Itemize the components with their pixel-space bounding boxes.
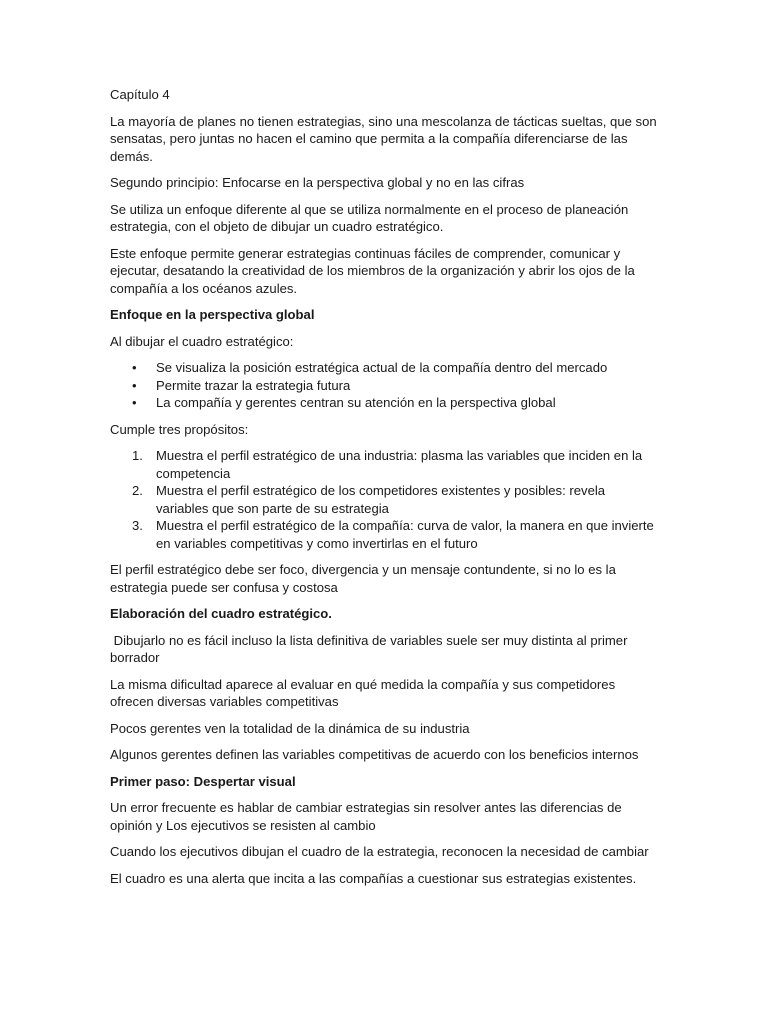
bullet-icon: • — [132, 395, 137, 410]
chapter-title: Capítulo 4 — [110, 87, 170, 102]
bullet-text: Permite trazar la estrategia futura — [156, 377, 351, 393]
drawing-intro: Al dibujar el cuadro estratégico: — [110, 333, 294, 349]
heading-first-step: Primer paso: Despertar visual — [110, 773, 296, 789]
difficulty-draw-paragraph: Dibujarlo no es fácil incluso la lista definitiva de variables suele ser muy distinta al primer borrador — [110, 632, 632, 665]
recognize-change-line: Cuando los ejecutivos dibujan el cuadro de la estrategia, reconocen la necesidad de cambiar — [110, 844, 649, 859]
item-text: Muestra el perfil estratégico de una industria: plasma las variables que inciden en la competencia — [156, 448, 643, 481]
heading-elaboration: Elaboración del cuadro estratégico. — [110, 606, 332, 621]
purposes-numbered-list — [110, 447, 658, 552]
principle-line: Segundo principio: Enfocarse en la perspectiva global y no en las cifras — [110, 175, 525, 190]
some-managers-line: Algunos gerentes definen las variables competitivas de acuerdo con los beneficios internos — [110, 747, 639, 762]
document-body — [110, 86, 658, 896]
bullet-item — [110, 377, 658, 395]
item-number: 1. — [132, 448, 143, 463]
item-number: 3. — [132, 518, 143, 533]
intro-paragraph: La mayoría de planes no tienen estrategias, sino una mescolanza de tácticas sueltas, que son sensatas, pero juntas no hacen el camino que permita a la compañía diferenciarse de las demás. — [110, 113, 657, 164]
approach-benefit-paragraph: Este enfoque permite generar estrategias continuas fáciles de comprender, comunicar y ejecutar, desatando la creatividad de los miembros de la organización y abrir los ojos de la compañía a los océanos azules. — [110, 245, 635, 296]
alert-line: El cuadro es una alerta que incita a las compañías a cuestionar sus estrategias existentes. — [110, 870, 637, 886]
few-managers-line: Pocos gerentes ven la totalidad de la dinámica de su industria — [110, 720, 470, 736]
item-text: Muestra el perfil estratégico de la compañía: curva de valor, la manera en que invierte en variables competitivas y como invertirlas en el futuro — [156, 518, 654, 551]
bullet-item — [110, 394, 658, 412]
item-number: 2. — [132, 483, 143, 498]
drawing-bullet-list — [110, 359, 658, 412]
numbered-item — [110, 447, 658, 482]
profile-note-paragraph: El perfil estratégico debe ser foco, divergencia y un mensaje contundente, si no lo es la estrategia puede ser confusa y costosa — [110, 562, 616, 595]
bullet-text: Se visualiza la posición estratégica actual de la compañía dentro del mercado — [156, 360, 608, 375]
numbered-item — [110, 517, 658, 552]
bullet-icon: • — [132, 377, 137, 393]
purposes-intro: Cumple tres propósitos: — [110, 421, 249, 437]
bullet-item — [110, 359, 658, 377]
bullet-icon: • — [132, 360, 137, 375]
difficulty-eval-paragraph: La misma dificultad aparece al evaluar en qué medida la compañía y sus competidores ofrecen diversas variables competitivas — [110, 676, 616, 709]
item-text: Muestra el perfil estratégico de los competidores existentes y posibles: revela variables que son parte de su estrategia — [156, 483, 606, 516]
approach-paragraph: Se utiliza un enfoque diferente al que se utiliza normalmente en el proceso de planeación estrategia, con el objeto de dibujar un cuadro estratégico. — [110, 201, 629, 234]
bullet-text: La compañía y gerentes centran su atención en la perspectiva global — [156, 395, 556, 410]
numbered-item — [110, 482, 658, 517]
common-error-paragraph: Un error frecuente es hablar de cambiar estrategias sin resolver antes las diferencias de opinión y Los ejecutivos se resisten al cambio — [110, 800, 622, 833]
heading-global-perspective: Enfoque en la perspectiva global — [110, 307, 315, 322]
